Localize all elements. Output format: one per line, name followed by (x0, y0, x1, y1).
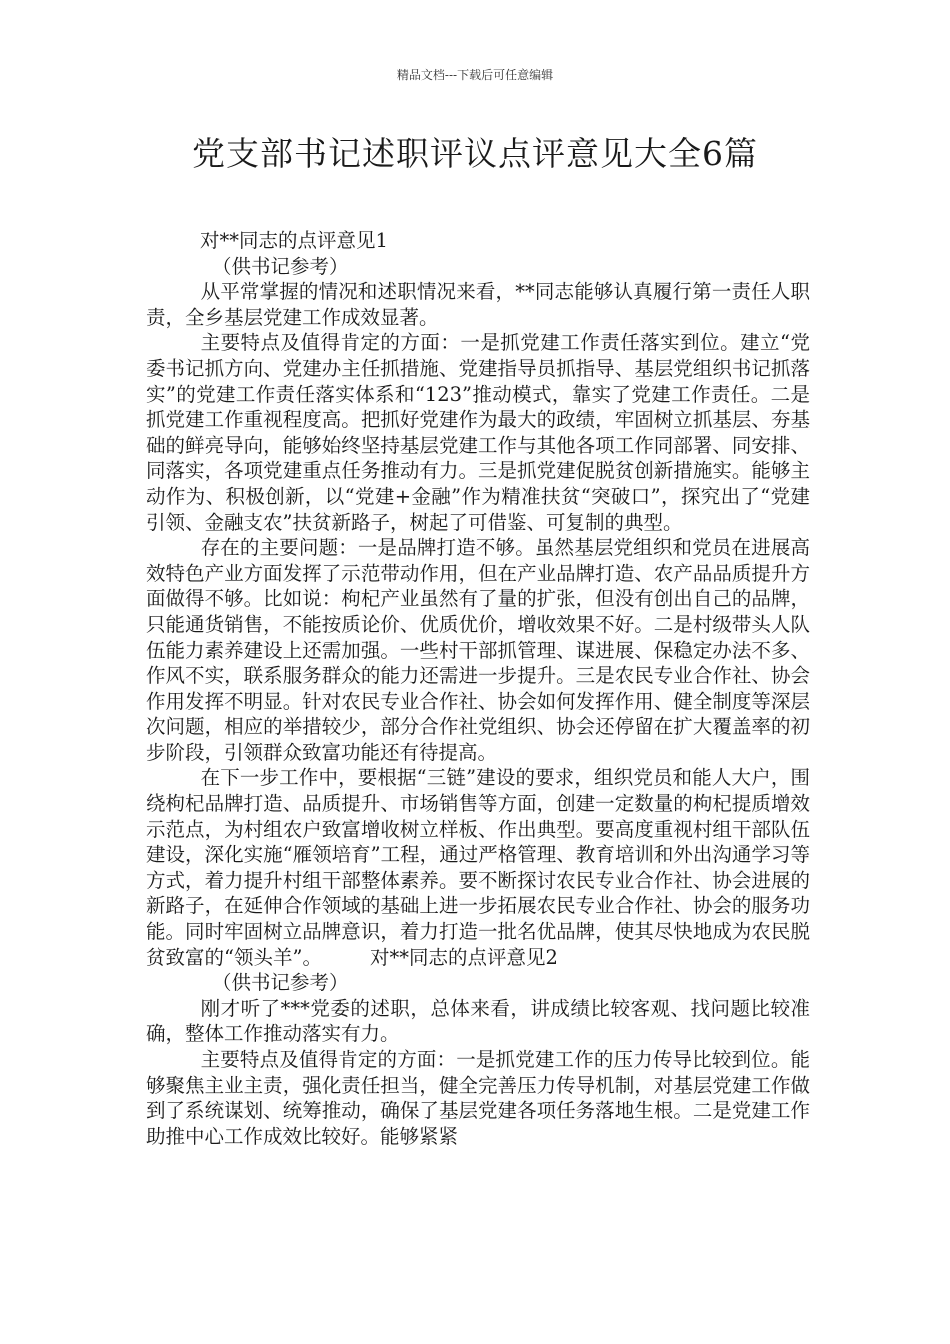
section1-paragraph-2: 主要特点及值得肯定的方面：一是抓党建工作责任落实到位。建立“党委书记抓方向、党建办主任抓措施、党建指导员抓指导、基层党组织书记抓落实”的党建工作责任落实体系和“123”推动模式，靠实了党建工作责任。二是抓党建工作重视程度高。把抓好党建作为最大的政绩，牢固树立抓基层、夯基础的鲜亮导向，能够始终坚持基层党建工作与其他各项工作同部署、同安排、同落实，各项党建重点任务推动有力。三是抓党建促脱贫创新措施实。能够主动作为、积极创新，以“党建+金融”作为精准扶贫“突破口”，探究出了“党建引领、金融支农”扶贫新路子，树起了可借鉴、可复制的典型。 (146, 331, 810, 534)
section1-heading: 对**同志的点评意见1 (200, 229, 388, 252)
section2-paragraph-1: 刚才听了***党委的述职，总体来看，讲成绩比较客观、找问题比较准确，整体工作推动落实有力。 (146, 996, 810, 1046)
document-body (146, 228, 810, 1149)
header-note: 精品文档---下载后可任意编辑 (396, 68, 554, 82)
document-title: 党支部书记述职评议点评意见大全6篇 (192, 134, 758, 173)
section1-paragraph-3: 存在的主要问题：一是品牌打造不够。虽然基层党组织和党员在进展高效特色产业方面发挥了示范带动作用，但在产业品牌打造、农产品品质提升方面做得不够。比如说：枸杞产业虽然有了量的扩张，但没有创出自己的品牌，只能通货销售，不能按质论价、优质优价，增收效果不好。二是村级带头人队伍能力素养建设上还需加强。一些村干部抓管理、谋进展、保稳定办法不多、作风不实，联系服务群众的能力还需进一步提升。三是农民专业合作社、协会作用发挥不明显。针对农民专业合作社、协会如何发挥作用、健全制度等深层次问题，相应的举措较少，部分合作社党组织、协会还停留在扩大覆盖率的初步阶段，引领群众致富功能还有待提高。 (146, 536, 810, 764)
section1-paragraph-1: 从平常掌握的情况和述职情况来看，**同志能够认真履行第一责任人职责，全乡基层党建工作成效显著。 (146, 280, 810, 329)
section1-paragraph-4-text: 在下一步工作中，要根据“三链”建设的要求，组织党员和能人大户，围绕枸杞品牌打造、品质提升、市场销售等方面，创建一定数量的枸杞提质增效示范点，为村组农户致富增收树立样板、作出典型。要高度重视村组干部队伍建设，深化实施“雁领培育”工程，通过严格管理、教育培训和外出沟通学习等方式，着力提升村组干部整体素养。要不断探讨农民专业合作社、协会进展的新路子，在延伸合作领域的基础上进一步拓展农民专业合作社、协会的服务功能。同时牢固树立品牌意识，着力打造一批名优品牌，使其尽快地成为农民脱贫致富的“领头羊”。 (146, 766, 810, 969)
section2-heading: 对**同志的点评意见2 (369, 945, 558, 969)
section1-paragraph-4 (146, 765, 810, 970)
section2-paragraph-2: 主要特点及值得肯定的方面：一是抓党建工作的压力传导比较到位。能够聚焦主业主责，强化责任担当，健全完善压力传导机制，对基层党建工作做到了系统谋划、统筹推动，确保了基层党建各项任务落地生根。二是党建工作助推中心工作成效比较好。能够紧紧 (146, 1048, 810, 1148)
section1-source-note: （供书记参考） (212, 254, 349, 278)
section2-source-note: （供书记参考） (212, 971, 349, 995)
